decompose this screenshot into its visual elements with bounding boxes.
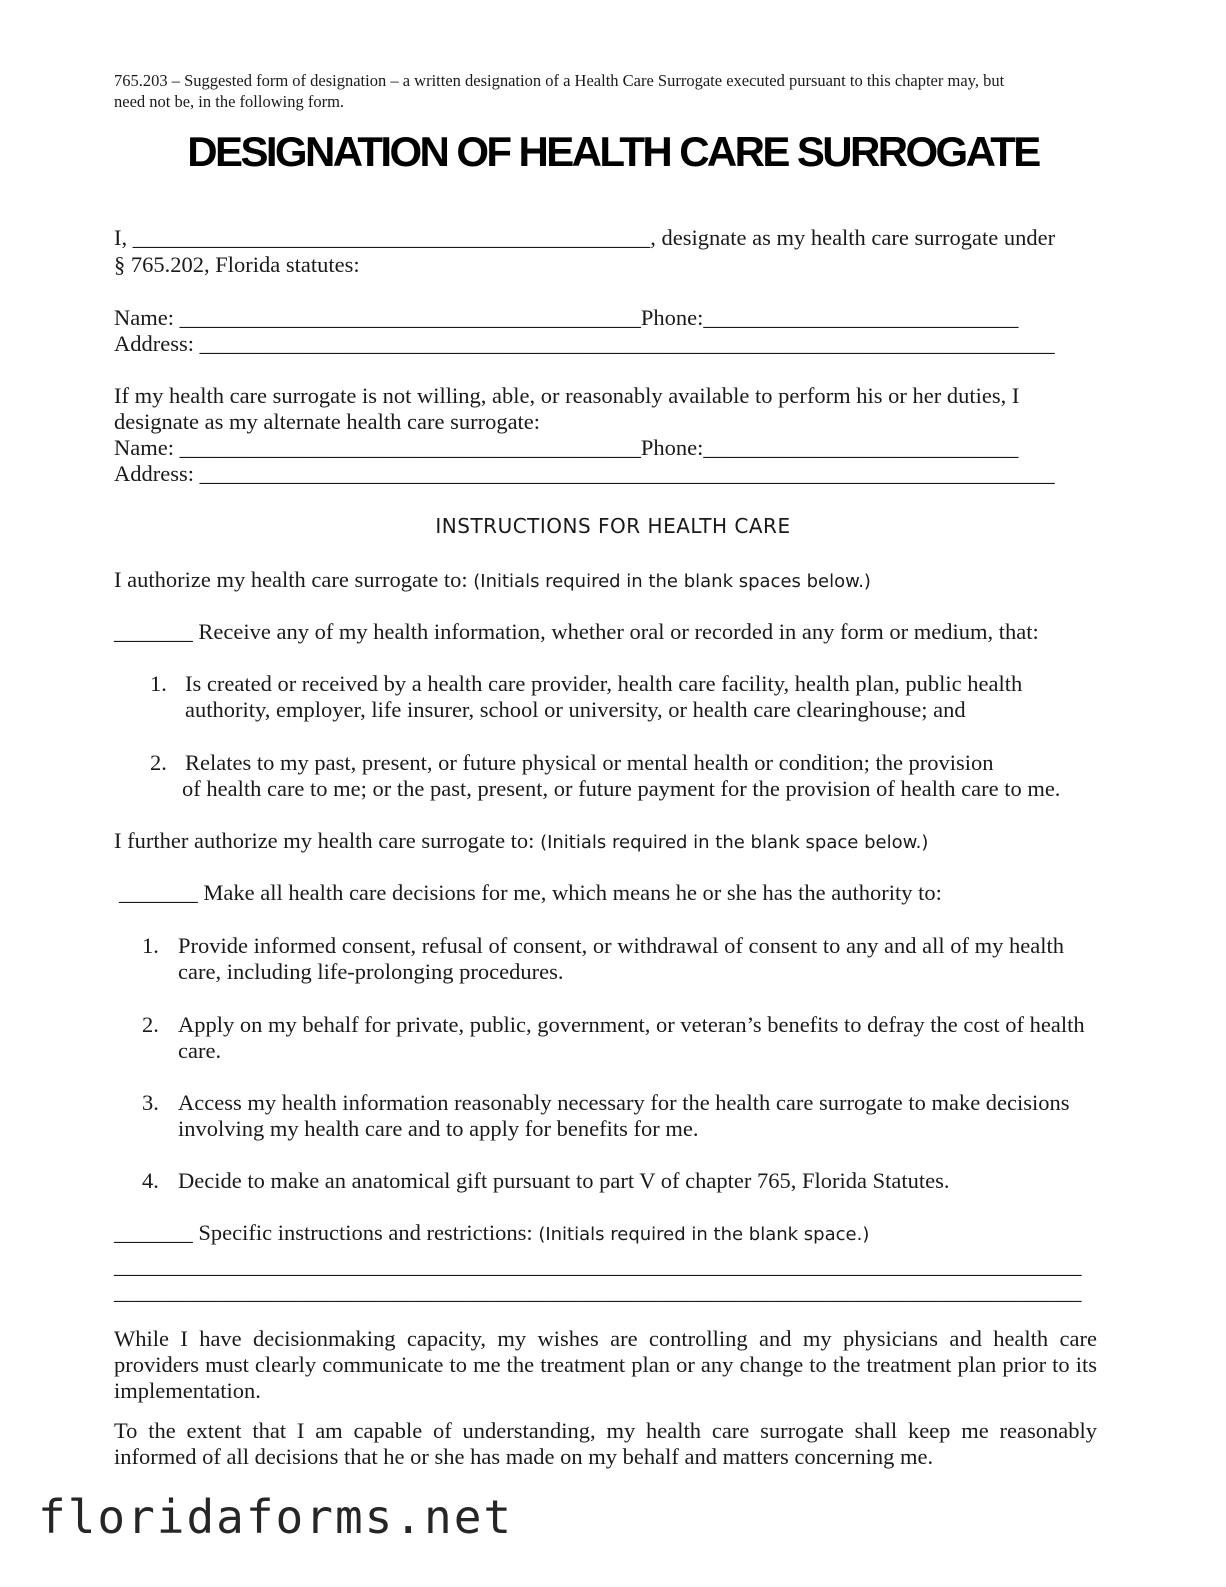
specific-initials-blank[interactable]: _______ [114,1220,193,1245]
further-authorize-text: I further authorize my health care surrogate to: [114,828,541,853]
specific-instructions-clause [114,1220,869,1248]
decision-item-2-number: 2. [142,1012,159,1037]
site-watermark: floridaforms.net [38,1490,514,1544]
authorize-text: I authorize my health care surrogate to: [114,567,474,592]
designation-line-2: § 765.202, Florida statutes: [114,252,360,277]
statute-note [114,70,1004,112]
receive-item-1-number: 1. [150,671,167,696]
specific-instructions-line-1[interactable]: ______________________________________________________________________________________ [114,1253,1082,1278]
decisions-clause [119,880,942,906]
decisions-initials-blank[interactable]: _______ [119,880,198,905]
receive-info-text: Receive any of my health information, whether oral or recorded in any form or medium, that: [192,619,1039,644]
alternate-intro-line-2: designate as my alternate health care surrogate: [114,409,541,434]
capacity-paragraph: While I have decisionmaking capacity, my wishes are controlling and my physicians and health care providers must clearly communicate to me the treatment plan or any change to the treatment plan prior to its implementation. [114,1326,1097,1403]
receive-item-1-line-1: Is created or received by a health care provider, health care facility, health plan, public health [185,671,1023,696]
further-authorize-statement [114,828,928,856]
designation-line-1[interactable]: I, ______________________________________________, designate as my health care surrogate under [114,225,1056,250]
instructions-heading: INSTRUCTIONS FOR HEALTH CARE [435,514,791,538]
decision-item-1-line-2: care, including life-prolonging procedures. [178,959,564,984]
receive-item-2-number: 2. [150,750,167,775]
decision-item-3-line-1: Access my health information reasonably necessary for the health care surrogate to make decisions [178,1090,1070,1115]
decision-item-2-line-1: Apply on my behalf for private, public, government, or veteran’s benefits to defray the cost of health [178,1012,1085,1037]
decision-item-3-number: 3. [142,1090,159,1115]
specific-instructions-line-2[interactable]: ______________________________________________________________________________________ [114,1279,1082,1304]
receive-item-2-line-2: of health care to me; or the past, present, or future payment for the provision of health care to me. [182,776,1061,801]
form-title: DESIGNATION OF HEALTH CARE SURROGATE [187,128,1039,175]
receive-initials-blank[interactable]: _______ [114,619,193,644]
further-initials-note: (Initials required in the blank space below.) [540,832,929,853]
statute-note-line-1: 765.203 – Suggested form of designation – a written designation of a Health Care Surrogate executed pursuant to this chapter may, but [114,71,1005,90]
receive-info-clause [114,619,1039,645]
decision-item-4-number: 4. [142,1168,159,1193]
alternate-name-phone-field[interactable]: Name: _________________________________________Phone:____________________________ [114,435,1019,460]
decision-item-2-line-2: care. [178,1038,222,1063]
authorize-statement [114,567,871,595]
alternate-intro-line-1: If my health care surrogate is not willing, able, or reasonably available to perform his or her duties, I [114,383,1020,408]
statute-note-line-2: need not be, in the following form. [114,92,345,111]
authorize-initials-note: (Initials required in the blank spaces below.) [473,571,871,592]
alternate-address-field[interactable]: Address: ____________________________________________________________________________ [114,461,1055,486]
decision-item-3-line-2: involving my health care and to apply for benefits for me. [178,1116,699,1141]
receive-item-2-line-1: Relates to my past, present, or future physical or mental health or condition; the provision [185,750,994,775]
surrogate-address-field[interactable]: Address: ____________________________________________________________________________ [114,331,1055,356]
decision-item-1-line-1: Provide informed consent, refusal of consent, or withdrawal of consent to any and all of my health [178,933,1065,958]
surrogate-name-phone-field[interactable]: Name: _________________________________________Phone:____________________________ [114,305,1019,330]
informed-paragraph: To the extent that I am capable of understanding, my health care surrogate shall keep me reasonably informed of all decisions that he or she has made on my behalf and matters concerning me. [114,1418,1097,1469]
specific-text: Specific instructions and restrictions: [192,1220,539,1245]
decision-item-1-number: 1. [142,933,159,958]
specific-initials-note: (Initials required in the blank space.) [538,1224,870,1245]
receive-item-1-line-2: authority, employer, life insurer, school or university, or health care clearinghouse; and [185,697,966,722]
decisions-text: Make all health care decisions for me, which means he or she has the authority to: [197,880,942,905]
decision-item-4-line-1: Decide to make an anatomical gift pursuant to part V of chapter 765, Florida Statutes. [178,1168,950,1193]
